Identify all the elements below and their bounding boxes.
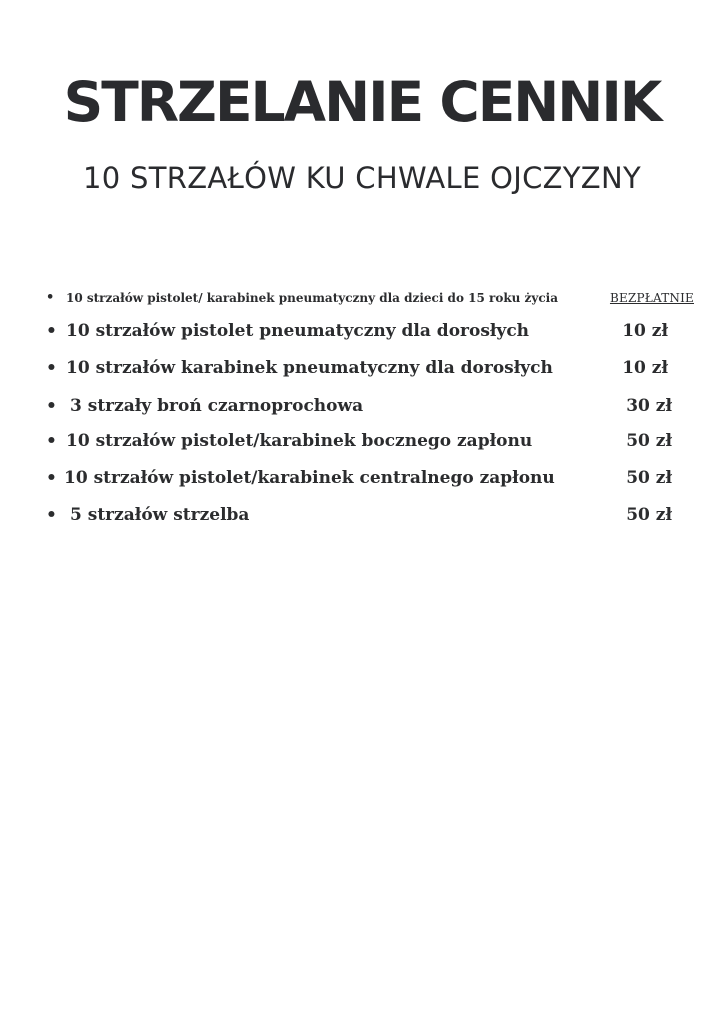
page-subtitle: 10 STRZAŁÓW KU CHWALE OJCZYZNY [83,161,641,195]
item-description: 10 strzałów pistolet/karabinek centralnego zapłonu [64,468,555,488]
item-price: 10 zł [622,358,668,378]
bullet: • [46,431,57,451]
item-price: 30 zł [626,396,672,416]
item-description: 10 strzałów pistolet pneumatyczny dla dorosłych [66,321,530,341]
item-description: 3 strzały broń czarnoprochowa [70,396,364,416]
item-description: 10 strzałów karabinek pneumatyczny dla dorosłych [66,358,553,378]
item-price: BEZPŁATNIE [609,291,694,305]
list-item [0,353,724,383]
bullet: • [46,505,57,525]
list-item [0,463,724,493]
bullet: • [46,468,57,488]
bullet: • [46,358,57,378]
item-description: 10 strzałów pistolet/karabinek bocznego zapłonu [66,431,533,451]
item-price: 10 zł [622,321,668,341]
item-description: 10 strzałów pistolet/ karabinek pneumatyczny dla dzieci do 15 roku życia [66,291,558,305]
bullet: • [46,290,55,305]
bullet: • [46,396,57,416]
list-item [0,391,724,421]
page-title: STRZELANIE CENNIK [63,70,661,134]
list-item [0,500,724,530]
list-item [0,283,724,313]
item-price: 50 zł [626,505,672,525]
item-price: 50 zł [626,431,672,451]
item-price: 50 zł [626,468,672,488]
list-item [0,426,724,456]
item-description: 5 strzałów strzelba [70,505,250,525]
list-item [0,316,724,346]
bullet: • [46,321,57,341]
